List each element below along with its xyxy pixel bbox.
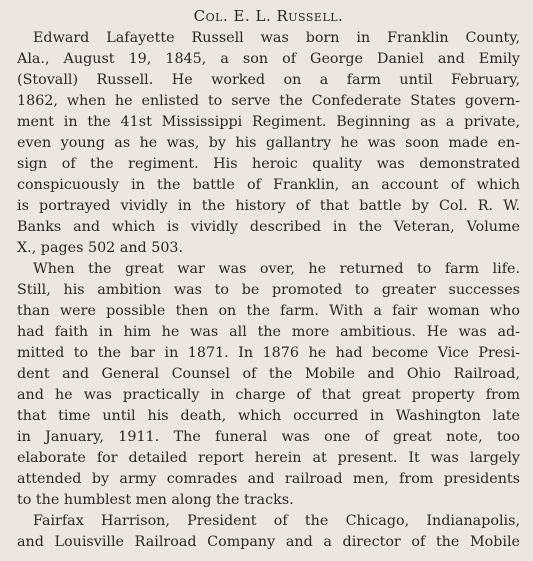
text-line: (Stovall) Russell. He worked on a farm until February,	[17, 72, 520, 88]
text-line: Ala., August 19, 1845, a son of George Daniel and Emily	[17, 51, 520, 67]
text-line: Banks and which is vividly described in the Veteran, Volume	[17, 219, 520, 235]
text-line: conspicuously in the battle of Franklin, an account of which	[17, 177, 520, 193]
text-line: is portrayed vividly in the history of that battle by Col. R. W.	[17, 198, 520, 214]
text-line: ment in the 41st Mississippi Regiment. Beginning as a private,	[17, 114, 520, 130]
text-line: attended by army comrades and railroad men, from presidents	[17, 471, 520, 487]
text-line: X., pages 502 and 503.	[17, 240, 184, 256]
text-line: that time until his death, which occurred in Washington late	[17, 408, 520, 424]
text-line: Edward Lafayette Russell was born in Franklin County,	[33, 30, 520, 46]
article-heading: Col. E. L. Russell.	[193, 7, 344, 25]
text-line: elaborate for detailed report herein at present. It was largely	[17, 450, 520, 466]
text-line: 1862, when he enlisted to serve the Confederate States govern-	[17, 93, 520, 109]
paragraph-2	[17, 259, 520, 511]
text-line: When the great war was over, he returned to farm life.	[33, 261, 520, 277]
text-line: even young as he was, by his gallantry he was soon made en-	[17, 135, 520, 151]
text-line: dent and General Counsel of the Mobile and Ohio Railroad,	[17, 366, 520, 382]
text-line: had faith in him he was all the more ambitious. He was ad-	[17, 324, 520, 340]
text-line: to the humblest men along the tracks.	[17, 492, 294, 508]
paragraph-3	[17, 511, 520, 553]
text-line: Fairfax Harrison, President of the Chicago, Indianapolis,	[33, 513, 520, 529]
text-line: mitted to the bar in 1871. In 1876 he had become Vice Presi-	[17, 345, 520, 361]
paragraph-1	[17, 28, 520, 259]
text-line: than were possible then on the farm. With a fair woman who	[17, 303, 520, 319]
text-line: sign of the regiment. His heroic quality was demonstrated	[17, 156, 520, 172]
text-line: Still, his ambition was to be promoted to greater successes	[17, 282, 520, 298]
text-line: and he was practically in charge of that great property from	[17, 387, 520, 403]
text-line: and Louisville Railroad Company and a director of the Mobile	[17, 534, 520, 550]
text-line: in January, 1911. The funeral was one of great note, too	[17, 429, 520, 445]
